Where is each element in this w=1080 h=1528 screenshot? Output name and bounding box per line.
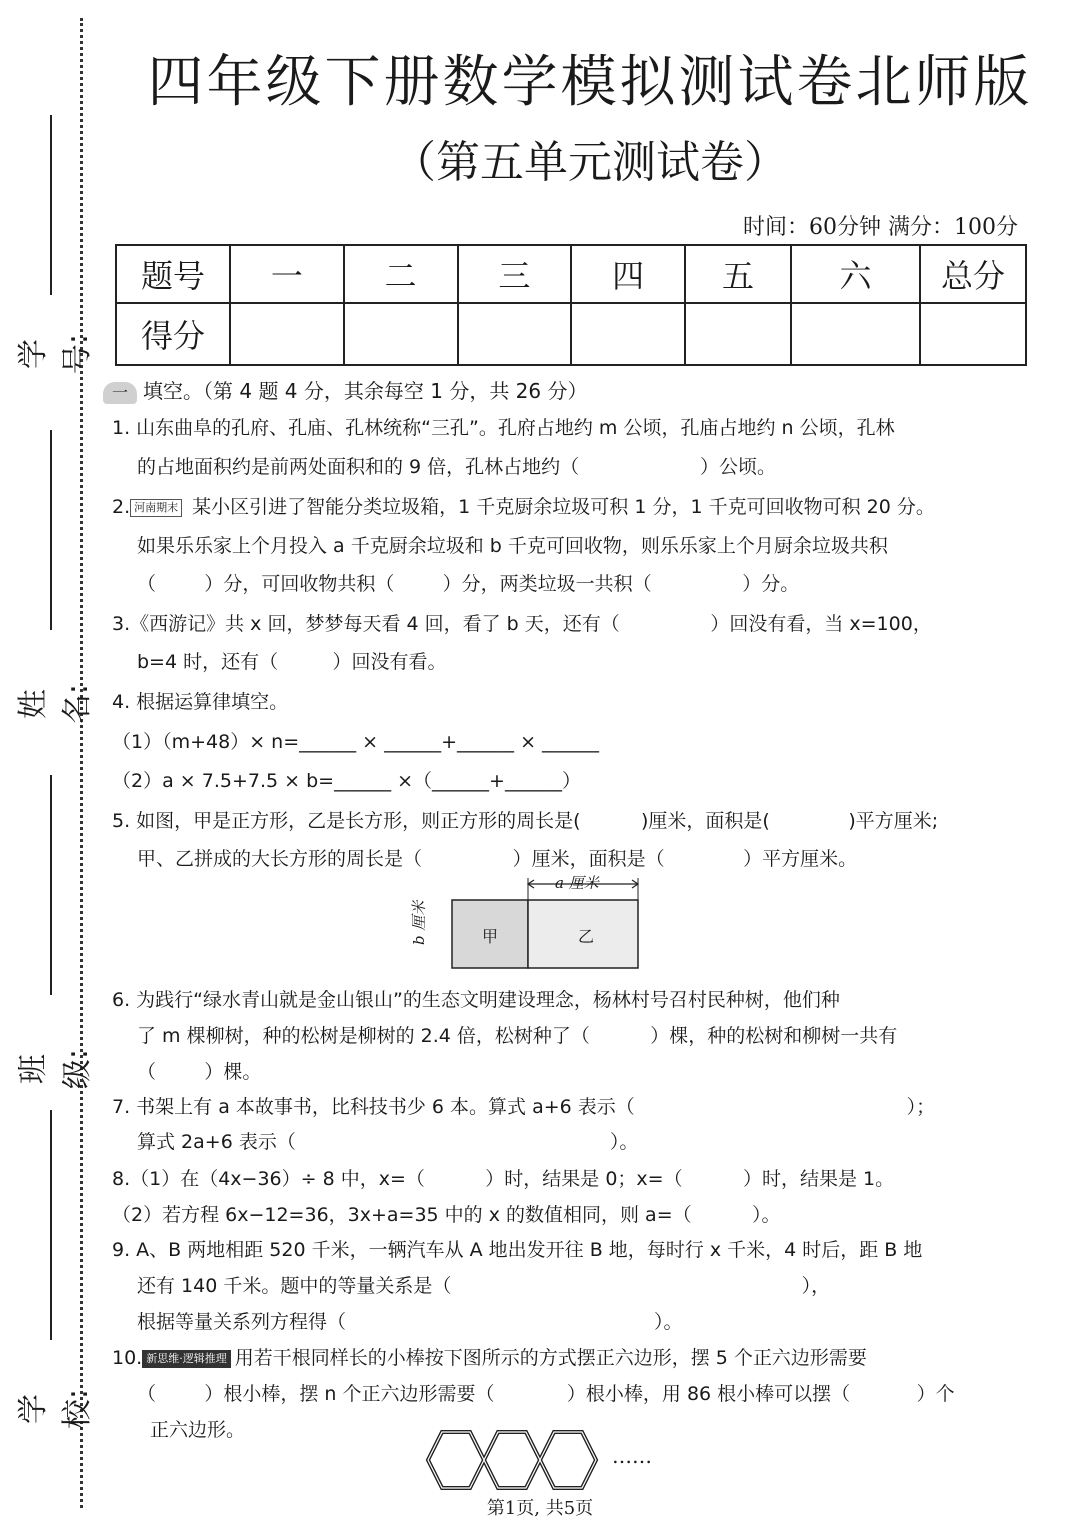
question-7-line-2: 算式 2a+6 表示（ ）。 [137,1131,639,1153]
section-instructions: 填空。（第 4 题 4 分，其余每空 1 分，共 26 分） [143,379,588,403]
question-2-line-3: （ ）分，可回收物共积（ ）分，两类垃圾一共积（ ）分。 [137,573,800,595]
label-jia: 甲 [482,927,499,946]
label-yi: 乙 [578,927,595,946]
question-2-text: 某小区引进了智能分类垃圾箱，1 千克厨余垃圾可积 1 分，1 千克可回收物可积 20 分。 [186,496,935,518]
question-3-line-1: 3.《西游记》共 x 回，梦梦每天看 4 回，看了 b 天，还有（ ）回没有看，当 x=100， [112,613,932,635]
section-number-badge: 一 [103,382,137,404]
source-tag: 新思维·逻辑推理 [142,1350,231,1368]
question-10-line-1 [112,1339,867,1377]
question-10-line-3: 正六边形。 [150,1419,246,1441]
hexagon-3 [540,1432,596,1488]
question-7-line-1: 7. 书架上有 a 本故事书，比科技书少 6 本。算式 a+6 表示（ ）； [112,1096,936,1118]
name-line [50,430,52,630]
score-cell[interactable] [458,303,572,365]
score-header-cell: 四 [571,245,685,303]
section-heading [103,375,587,404]
score-header-cell: 题号 [116,245,230,303]
hexagon-2 [484,1432,540,1488]
score-header-cell: 六 [791,245,920,303]
student-id-line [50,115,52,295]
question-5-line-2: 甲、乙拼成的大长方形的周长是（ ）厘米，面积是（ ）平方厘米。 [137,848,858,870]
score-header-cell: 一 [230,245,344,303]
class-line [50,775,52,995]
question-9-line-3: 根据等量关系列方程得（ ）。 [137,1311,683,1333]
question-5-line-1: 5. 如图，甲是正方形，乙是长方形，则正方形的周长是( )厘米，面积是( )平方厘米; [112,810,939,832]
exam-meta: 时间：60分钟 满分：100分 [743,215,1018,240]
score-header-cell: 二 [344,245,458,303]
page-subtitle: （第五单元测试卷） [392,137,788,188]
page-title: 四年级下册数学模拟测试卷北师版 [147,50,1033,115]
rectangle-figure [420,872,650,972]
score-cell[interactable] [791,303,920,365]
question-8-part-1: 8.（1）在（4x−36）÷ 8 中，x=（ ）时，结果是 0；x=（ ）时，结果是 1。 [112,1168,895,1190]
binding-dotted-line [80,18,83,1508]
class-label: 班级: [16,1048,95,1090]
score-value-row [116,303,1026,365]
score-cell[interactable] [571,303,685,365]
hexagon-1 [428,1432,484,1488]
score-cell[interactable] [920,303,1026,365]
label-b-cm: b 厘米 [410,900,428,945]
question-6-line-1: 6. 为践行“绿水青山就是金山银山”的生态文明建设理念，杨林村号召村民种树，他们种 [112,989,840,1011]
score-cell[interactable] [685,303,791,365]
name-label: 姓名: [16,683,95,725]
question-1-line-1: 1. 山东曲阜的孔府、孔庙、孔林统称“三孔”。孔府占地约 m 公顷，孔庙占地约 n 公顷，孔林 [112,417,895,439]
score-table [115,244,1027,366]
school-line [50,1110,52,1340]
question-4-part-1: （1）（m+48）× n=______ × ______+______ × ______ [112,731,600,753]
question-3-line-2: b=4 时，还有（ ）回没有看。 [137,651,447,673]
page-footer: 第1页, 共5页 [486,1498,594,1519]
question-10-text: 用若干根同样长的小棒按下图所示的方式摆正六边形，摆 5 个正六边形需要 [234,1347,867,1369]
label-a-cm: a 厘米 [555,874,599,892]
question-1-line-2: 的占地面积约是前两处面积和的 9 倍，孔林占地约（ ）公顷。 [137,456,776,478]
question-8-part-2: （2）若方程 6x−12=36，3x+a=35 中的 x 的数值相同，则 a=（ ）。 [112,1204,781,1226]
question-6-line-3: （ ）棵。 [137,1061,262,1083]
score-header-cell: 五 [685,245,791,303]
question-2-line-2: 如果乐乐家上个月投入 a 千克厨余垃圾和 b 千克可回收物，则乐乐家上个月厨余垃圾共积 [137,535,888,557]
score-row-label: 得分 [116,303,230,365]
score-header-cell: 总分 [920,245,1026,303]
question-10-number: 10. [112,1347,143,1369]
source-tag: 河南期末 [130,499,182,517]
score-cell[interactable] [230,303,344,365]
score-header-cell: 三 [458,245,572,303]
question-4-part-2: （2）a × 7.5+7.5 × b=______ ×（______+______） [112,770,581,792]
question-9-line-1: 9. A、B 两地相距 520 千米，一辆汽车从 A 地出发开往 B 地，每时行 x 千米，4 时后，距 B 地 [112,1239,923,1261]
question-2-number: 2. [112,496,131,518]
score-cell[interactable] [344,303,458,365]
question-4-heading: 4. 根据运算律填空。 [112,691,289,713]
student-id-label: 学号: [16,333,95,375]
school-label: 学校: [16,1388,95,1430]
question-9-line-2: 还有 140 千米。题中的等量关系是（ ）， [137,1275,831,1297]
hexagon-sticks-figure [418,1428,618,1492]
question-6-line-2: 了 m 棵柳树，种的松树是柳树的 2.4 倍，松树种了（ ）棵，种的松树和柳树一共有 [137,1025,898,1047]
continuation-dots: …… [612,1444,652,1468]
question-2-line-1 [112,488,935,526]
score-header-row [116,245,1026,303]
question-10-line-2: （ ）根小棒，摆 n 个正六边形需要（ ）根小棒，用 86 根小棒可以摆（ ）个 [137,1383,955,1405]
